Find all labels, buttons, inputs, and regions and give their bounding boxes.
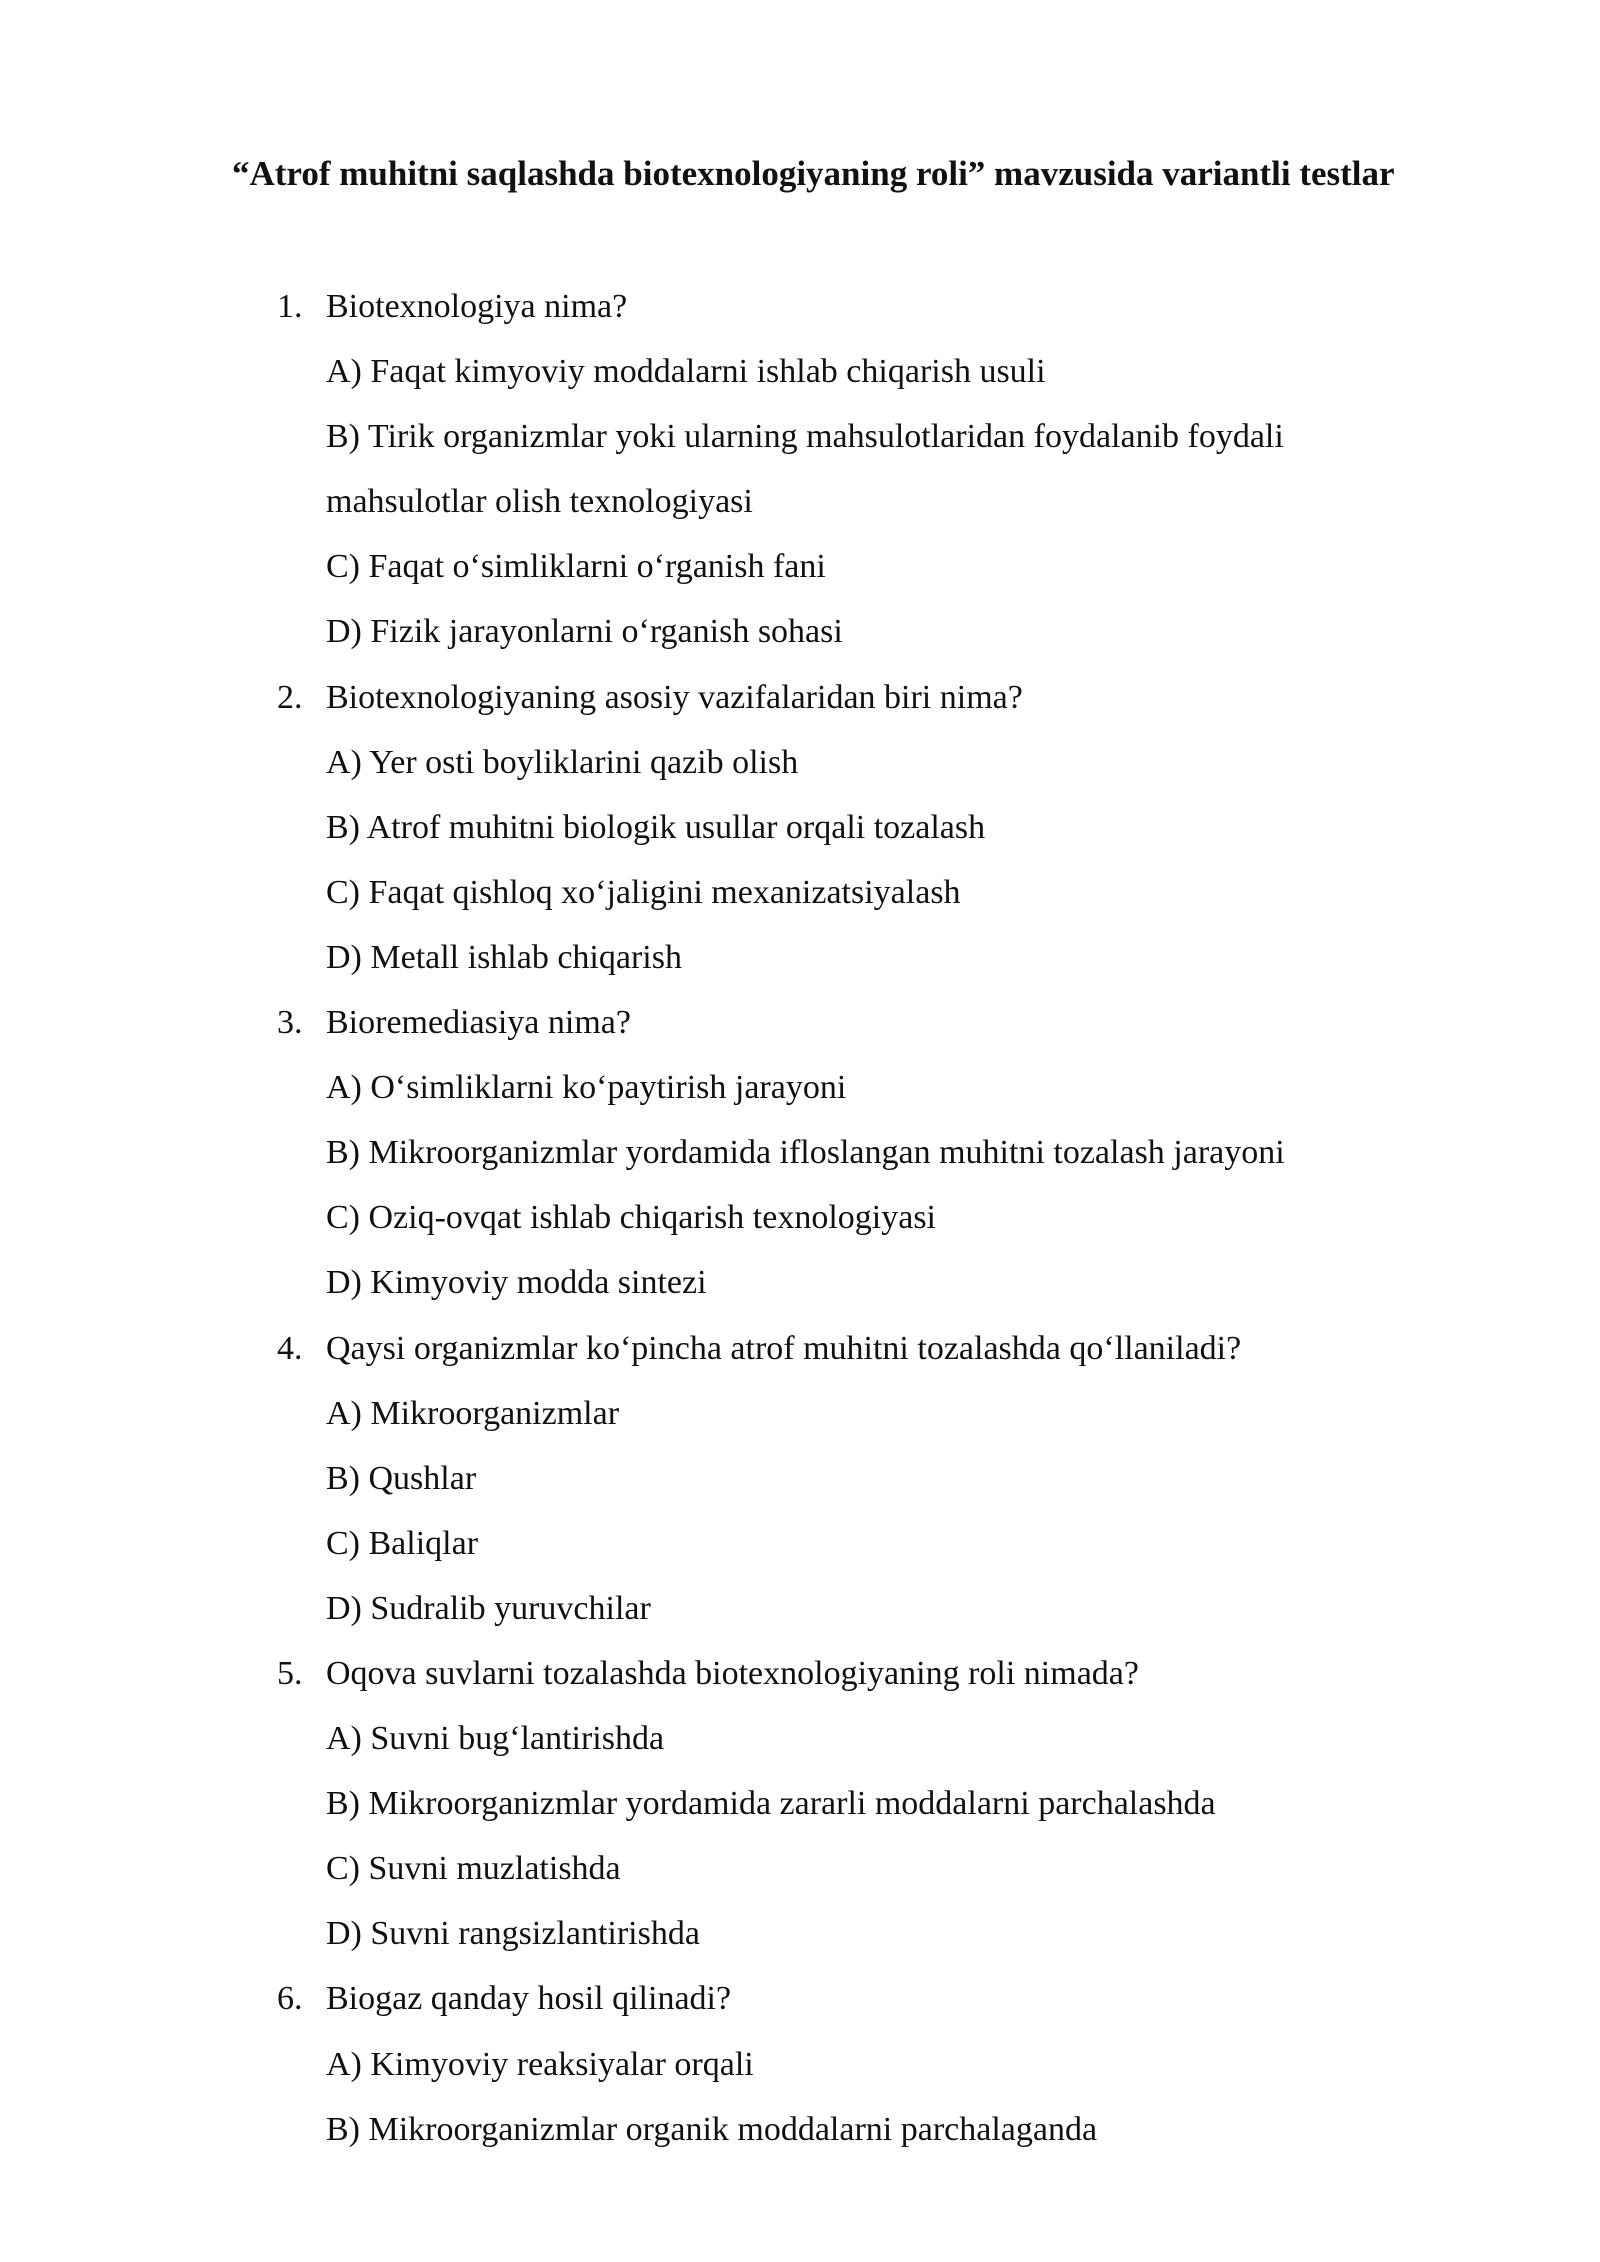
answer-option: A) Suvni bug‘lantirishda [326,1720,665,1758]
answer-option: D) Suvni rangsizlantirishda [326,1915,700,1953]
question-line [0,1975,1600,2040]
answer-option: B) Qushlar [326,1459,477,1497]
question-line [0,283,1600,348]
answer-option: D) Kimyoviy modda sintezi [326,1264,707,1302]
answer-option: B) Tirik organizmlar yoki ularning mahsulotlaridan foydalanib foydali [326,418,1284,456]
answer-option-continuation: mahsulotlar olish texnologiyasi [326,483,753,521]
question-text: Oqova suvlarni tozalashda biotexnologiyaning roli nimada? [326,1654,1139,1692]
question-line [0,999,1600,1064]
question-item [0,283,1600,674]
answer-option: A) Mikroorganizmlar [326,1394,620,1432]
answer-option: B) Atrof muhitni biologik usullar orqali tozalash [326,808,986,846]
question-number: 2. [277,678,303,716]
answer-option: D) Sudralib yuruvchilar [326,1589,651,1627]
answer-option: D) Metall ishlab chiqarish [326,938,682,976]
question-number: 1. [277,288,303,325]
answer-option: C) Baliqlar [326,1524,479,1562]
question-item [0,999,1600,1324]
question-text: Qaysi organizmlar ko‘pincha atrof muhitni tozalashda qo‘llaniladi? [326,1329,1242,1367]
question-item [0,1325,1600,1650]
question-number: 6. [277,1980,303,2018]
question-line [0,1650,1600,1715]
question-text: Biogaz qanday hosil qilinadi? [326,1980,732,2018]
question-text: Biotexnologiya nima? [326,288,628,325]
answer-option: C) Suvni muzlatishda [326,1850,621,1888]
answer-option: C) Oziq-ovqat ishlab chiqarish texnologiyasi [326,1199,936,1237]
answer-option: B) Mikroorganizmlar yordamida ifloslangan muhitni tozalash jarayoni [326,1134,1285,1172]
question-item [0,674,1600,999]
answer-option: B) Mikroorganizmlar organik moddalarni parchalaganda [326,2110,1098,2148]
question-number: 4. [277,1329,303,1367]
question-number: 3. [277,1004,303,1042]
question-line [0,674,1600,739]
question-text: Bioremediasiya nima? [326,1004,631,1042]
answer-option: A) Kimyoviy reaksiyalar orqali [326,2045,754,2083]
document-title: “Atrof muhitni saqlashda biotexnologiyaning roli” mavzusida variantli testlar [232,154,1395,193]
answer-option: C) Faqat o‘simliklarni o‘rganish fani [326,548,826,586]
question-line [0,1325,1600,1390]
answer-option: A) O‘simliklarni ko‘paytirish jarayoni [326,1069,847,1107]
answer-option: B) Mikroorganizmlar yordamida zararli moddalarni parchalashda [326,1785,1216,1823]
question-number: 5. [277,1654,303,1692]
question-item [0,1650,1600,1975]
question-list [0,283,1600,2171]
answer-option: A) Yer osti boyliklarini qazib olish [326,743,799,781]
question-text: Biotexnologiyaning asosiy vazifalaridan biri nima? [326,678,1023,716]
question-item [0,1975,1600,2170]
answer-option: D) Fizik jarayonlarni o‘rganish sohasi [326,613,843,651]
answer-option: C) Faqat qishloq xo‘jaligini mexanizatsiyalash [326,873,961,911]
answer-option: A) Faqat kimyoviy moddalarni ishlab chiqarish usuli [326,353,1046,391]
